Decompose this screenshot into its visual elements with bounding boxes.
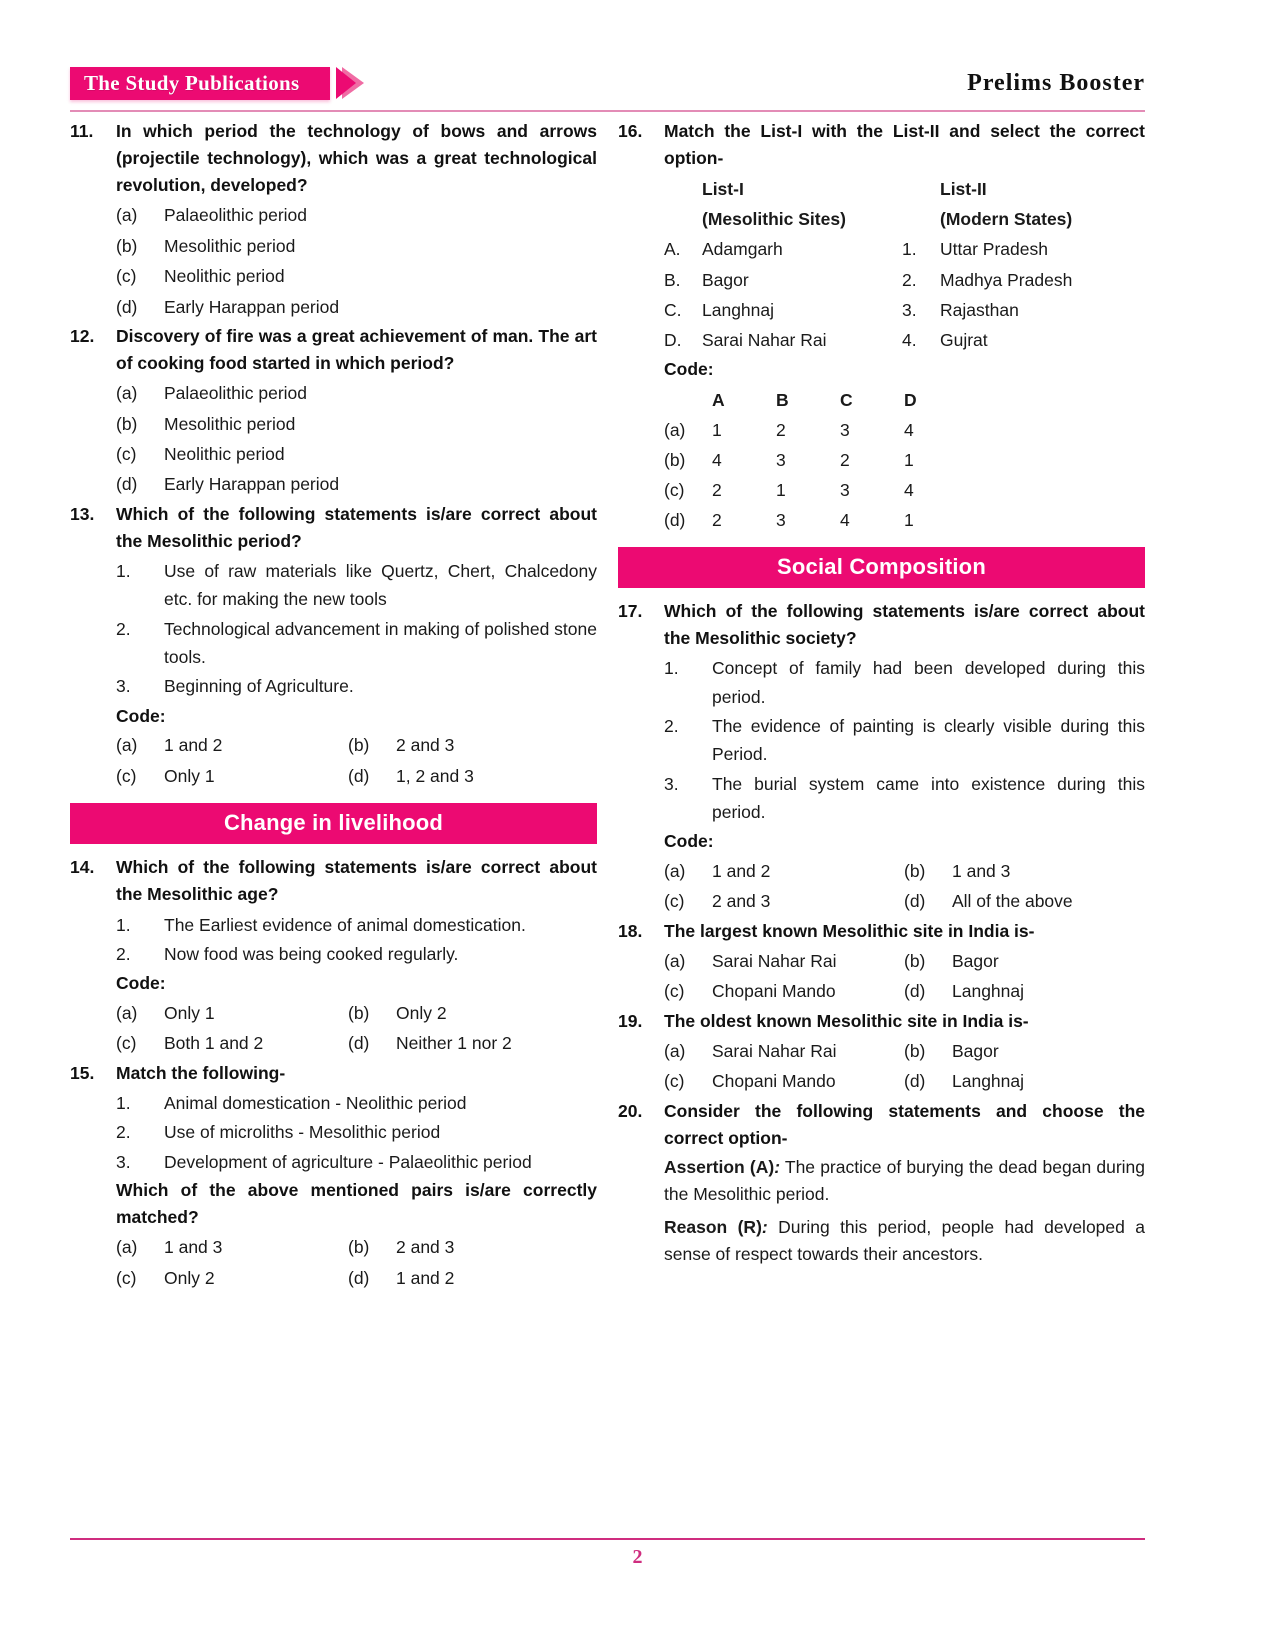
statement-text: Now food was being cooked regularly.: [164, 943, 459, 964]
code-cell-a: 1: [712, 419, 722, 440]
question-12-text: Discovery of fire was a great achievement of man. The art of cooking food started in which period?: [116, 325, 597, 374]
question-16-number: 16.: [618, 121, 643, 141]
question-19-option-a[interactable]: [664, 1037, 904, 1066]
question-15-option-d[interactable]: [348, 1264, 580, 1293]
list-item-value: Langhnaj: [702, 299, 775, 320]
question-13-options-row-2: [116, 762, 597, 791]
option-value: Neither 1 nor 2: [396, 1033, 512, 1054]
question-19-option-d[interactable]: [904, 1067, 1144, 1096]
statement-text: The evidence of painting is clearly visible during this Period.: [712, 715, 1145, 765]
question-14-statement-2: [116, 940, 597, 968]
footer-divider: [70, 1538, 1145, 1540]
question-18-option-d[interactable]: [904, 977, 1144, 1006]
question-11-option-b[interactable]: [116, 232, 597, 261]
question-12-option-c[interactable]: [116, 440, 597, 469]
option-value: Neolithic period: [164, 266, 285, 287]
option-value: Mesolithic period: [164, 235, 296, 256]
question-19: [618, 1008, 1145, 1035]
statement-text: Development of agriculture - Palaeolithic period: [164, 1151, 532, 1172]
code-row-key: (c): [664, 479, 685, 500]
question-14-option-d[interactable]: [348, 1029, 580, 1058]
list-1-item-b: [664, 265, 892, 295]
option-key: (c): [116, 765, 137, 786]
reason-label: Reason (R): [664, 1217, 762, 1238]
option-value: Langhnaj: [952, 981, 1025, 1002]
question-17-statement-2: [664, 712, 1145, 769]
option-key: (d): [348, 765, 370, 786]
statement-text: Use of raw materials like Quertz, Chert, Chalcedony etc. for making the new tools: [164, 561, 597, 610]
question-16-list-titles: [664, 174, 1145, 204]
list-item-key: 1.: [902, 239, 917, 260]
option-value: 1, 2 and 3: [396, 765, 474, 786]
option-key: (d): [904, 981, 926, 1002]
option-key: (a): [664, 861, 686, 882]
left-column: [70, 118, 597, 1294]
code-row-key: (a): [664, 419, 686, 440]
code-cell-a: 2: [712, 509, 722, 530]
option-key: (d): [116, 296, 138, 317]
list-item-value: Sarai Nahar Rai: [702, 329, 827, 350]
code-cell-a: 4: [712, 449, 722, 470]
code-cell-b: 2: [776, 419, 786, 440]
statement-text: Technological advancement in making of polished stone tools.: [164, 618, 597, 668]
option-value: Chopani Mando: [712, 981, 836, 1002]
option-value: 2 and 3: [396, 1237, 455, 1258]
code-table-header-row: [664, 385, 968, 415]
option-value: Sarai Nahar Rai: [712, 1040, 837, 1061]
option-key: (a): [664, 1040, 686, 1061]
option-value: Mesolithic period: [164, 413, 296, 434]
question-12: [70, 323, 597, 377]
question-14-text: Which of the following statements is/are correct about the Mesolithic age?: [116, 857, 597, 905]
question-15-options-row-1: [116, 1233, 597, 1262]
question-15-text: Match the following-: [116, 1062, 286, 1083]
option-key: (d): [904, 1071, 926, 1092]
question-15-number: 15.: [70, 1062, 95, 1083]
option-value: Neolithic period: [164, 443, 285, 464]
code-cell-d: 4: [904, 419, 914, 440]
reason-colon: :: [761, 1217, 768, 1238]
publisher-logo-text: The Study Publications: [84, 71, 300, 95]
question-16-code-label: Code:: [664, 358, 714, 379]
list-2-title: List-II: [940, 179, 987, 200]
question-16-match-row: [664, 295, 1145, 325]
question-12-option-a[interactable]: [116, 379, 597, 408]
question-14-options-row-1: [116, 999, 597, 1028]
statement-text: The Earliest evidence of animal domestication.: [164, 914, 526, 935]
question-16-match-row: [664, 234, 1145, 264]
question-12-number: 12.: [70, 325, 95, 346]
statement-number: 3.: [116, 1151, 131, 1172]
question-15-option-c[interactable]: [116, 1264, 348, 1293]
statement-number: 1.: [664, 658, 679, 679]
list-2-item-2: [892, 265, 1145, 295]
option-value: Langhnaj: [952, 1071, 1025, 1092]
code-table-col-b: B: [776, 389, 789, 410]
question-19-option-c[interactable]: [664, 1067, 904, 1096]
page-number: 2: [632, 1546, 643, 1568]
list-2-subtitle: (Modern States): [940, 209, 1073, 230]
question-11-option-a[interactable]: [116, 201, 597, 230]
statement-number: 1.: [116, 914, 131, 935]
option-value: Bagor: [952, 1040, 999, 1061]
list-item-value: Bagor: [702, 269, 749, 290]
option-key: (a): [664, 951, 686, 971]
question-14-option-a[interactable]: [116, 999, 348, 1028]
code-table-col-c: C: [840, 389, 853, 410]
option-value: Sarai Nahar Rai: [712, 951, 837, 971]
statement-number: 3.: [116, 676, 131, 697]
question-13-option-b[interactable]: [348, 731, 580, 760]
option-key: (a): [116, 1002, 138, 1023]
question-15-options-row-2: [116, 1264, 597, 1293]
question-13-statement-2: [116, 615, 597, 672]
list-item-key: 2.: [902, 269, 917, 290]
logo-arrow-icon: [336, 67, 356, 99]
question-18: [618, 918, 1145, 945]
question-15-statement-3: [116, 1148, 597, 1176]
code-cell-d: 1: [904, 509, 914, 530]
question-16-text: Match the List-I with the List-II and select the correct option-: [664, 121, 1145, 169]
question-15-option-a[interactable]: [116, 1233, 348, 1262]
statement-text: Concept of family had been developed during this period.: [712, 658, 1145, 707]
question-14-option-c[interactable]: [116, 1029, 348, 1058]
option-key: (a): [116, 383, 138, 404]
statement-number: 2.: [116, 1122, 131, 1143]
code-cell-d: 4: [904, 479, 914, 500]
option-key: (c): [116, 1267, 137, 1288]
question-15-option-b[interactable]: [348, 1233, 580, 1262]
list-item-value: Uttar Pradesh: [940, 239, 1048, 260]
question-12-option-d[interactable]: [116, 470, 597, 499]
option-value: 1 and 2: [712, 861, 771, 882]
question-14: [70, 854, 597, 908]
question-13: [70, 501, 597, 555]
option-key: (b): [904, 1040, 926, 1061]
list-item-value: Adamgarh: [702, 239, 783, 260]
question-18-number: 18.: [618, 920, 643, 941]
question-11-option-d[interactable]: [116, 293, 597, 322]
option-key: (c): [664, 1071, 685, 1092]
question-14-code-label: Code:: [116, 973, 166, 994]
question-20: [618, 1098, 1145, 1152]
question-13-number: 13.: [70, 503, 95, 524]
option-value: 1 and 2: [164, 735, 223, 756]
statement-number: 2.: [664, 715, 679, 736]
code-cell-d: 1: [904, 449, 914, 470]
option-value: 2 and 3: [396, 735, 455, 756]
option-value: Palaeolithic period: [164, 205, 308, 226]
option-key: (a): [116, 735, 138, 756]
option-value: Chopani Mando: [712, 1071, 836, 1092]
question-18-option-b[interactable]: [904, 947, 1144, 976]
option-key: (b): [116, 235, 138, 256]
question-17-options-row-1: [664, 857, 1145, 886]
question-13-option-c[interactable]: [116, 762, 348, 791]
option-key: (b): [348, 1237, 370, 1258]
assertion-text: The practice of burying the dead began during the Mesolithic period.: [664, 1156, 1146, 1205]
code-row-key: (d): [664, 509, 686, 530]
question-11-number: 11.: [70, 121, 94, 141]
question-17: [618, 598, 1145, 652]
question-15-subquestion: [116, 1177, 597, 1231]
list-1-item-d: [664, 325, 892, 355]
right-column: [618, 118, 1145, 1274]
page-header: [70, 60, 1145, 106]
question-16-match-row: [664, 265, 1145, 295]
question-17-statement-3: [664, 770, 1145, 827]
option-value: 1 and 3: [164, 1237, 223, 1258]
question-12-option-b[interactable]: [116, 410, 597, 439]
code-table-row-b[interactable]: [664, 445, 968, 475]
question-17-option-d[interactable]: [904, 887, 1144, 916]
question-17-options-row-2: [664, 887, 1145, 916]
option-value: Only 2: [396, 1002, 447, 1023]
option-key: (c): [116, 443, 137, 464]
option-value: 2 and 3: [712, 891, 771, 912]
question-13-statement-1: [116, 557, 597, 614]
question-15-subquestion-text: Which of the above mentioned pairs is/are correctly matched?: [116, 1179, 597, 1227]
code-table-row-a[interactable]: [664, 415, 968, 445]
publisher-logo: [70, 67, 330, 100]
question-18-option-a[interactable]: [664, 947, 904, 976]
question-13-statement-3: [116, 672, 597, 700]
question-13-option-a[interactable]: [116, 731, 348, 760]
code-cell-c: 3: [840, 479, 850, 500]
option-key: (c): [664, 891, 685, 912]
statement-number: 1.: [116, 1092, 131, 1113]
list-1-title: List-I: [702, 179, 744, 200]
list-item-key: 4.: [902, 329, 917, 350]
statement-number: 2.: [116, 618, 131, 639]
statement-text: Animal domestication - Neolithic period: [164, 1092, 467, 1113]
option-value: 1 and 3: [952, 861, 1011, 882]
code-cell-c: 2: [840, 449, 850, 470]
option-key: (b): [904, 951, 926, 971]
list-2-item-4: [892, 325, 1145, 355]
statement-text: Use of microliths - Mesolithic period: [164, 1122, 441, 1143]
question-14-option-b[interactable]: [348, 999, 580, 1028]
code-table-corner: [664, 385, 712, 415]
list-1-subtitle: (Mesolithic Sites): [702, 209, 846, 230]
code-row-key: (b): [664, 449, 686, 470]
question-18-options-row-2: [664, 977, 1145, 1006]
option-key: (b): [904, 861, 926, 882]
question-20-reason: [664, 1214, 1145, 1268]
option-value: Only 1: [164, 1002, 215, 1023]
option-key: (a): [116, 1237, 138, 1258]
option-key: (d): [116, 474, 138, 495]
question-17-code-label: Code:: [664, 831, 714, 852]
statement-text: Beginning of Agriculture.: [164, 676, 354, 697]
question-19-option-b[interactable]: [904, 1037, 1144, 1066]
option-key: (b): [116, 413, 138, 434]
assertion-label: Assertion (A): [664, 1156, 775, 1177]
question-13-options-row-1: [116, 731, 597, 760]
question-11: [70, 118, 597, 199]
option-key: (d): [348, 1033, 370, 1054]
list-1-item-a: [664, 234, 892, 264]
list-item-value: Rajasthan: [940, 299, 1019, 320]
list-item-value: Madhya Pradesh: [940, 269, 1073, 290]
question-19-options-row-2: [664, 1067, 1145, 1096]
question-16: [618, 118, 1145, 172]
code-cell-c: 4: [840, 509, 850, 530]
option-key: (b): [348, 1002, 370, 1023]
option-value: Only 2: [164, 1267, 215, 1288]
question-17-statement-1: [664, 654, 1145, 711]
question-20-text: Consider the following statements and choose the correct option-: [664, 1100, 1145, 1148]
assertion-colon: :: [774, 1156, 781, 1177]
statement-text: The burial system came into existence during this period.: [712, 773, 1145, 822]
option-key: (c): [664, 981, 685, 1002]
option-value: Only 1: [164, 765, 215, 786]
question-14-statement-1: [116, 911, 597, 939]
section-header-social-composition: Social Composition: [618, 547, 1145, 588]
question-17-option-c[interactable]: [664, 887, 904, 916]
list-item-key: C.: [664, 299, 682, 320]
option-key: (d): [904, 891, 926, 912]
option-value: All of the above: [952, 891, 1073, 912]
header-divider: [70, 110, 1145, 112]
option-key: (a): [116, 205, 138, 226]
option-value: Early Harappan period: [164, 296, 340, 317]
option-key: (d): [348, 1267, 370, 1288]
statement-number: 3.: [664, 773, 679, 794]
option-value: Palaeolithic period: [164, 383, 308, 404]
question-16-match-row: [664, 325, 1145, 355]
question-11-option-c[interactable]: [116, 262, 597, 291]
option-value: Early Harappan period: [164, 474, 340, 495]
question-15: [70, 1060, 597, 1087]
list-item-key: B.: [664, 269, 681, 290]
list-item-key: 3.: [902, 299, 917, 320]
list-2-item-1: [892, 234, 1145, 264]
code-table-row-d[interactable]: [664, 505, 968, 535]
code-cell-b: 3: [776, 509, 786, 530]
list-item-key: A.: [664, 239, 681, 260]
question-15-statement-2: [116, 1118, 597, 1146]
question-18-text: The largest known Mesolithic site in India is-: [664, 920, 1035, 941]
option-key: (c): [116, 266, 137, 287]
code-cell-b: 1: [776, 479, 786, 500]
section-header-change-in-livelihood: Change in livelihood: [70, 803, 597, 844]
reason-text: During this period, people had developed a sense of respect towards their ancestors.: [664, 1217, 1145, 1265]
question-16-code-table: [664, 385, 968, 535]
option-key: (b): [348, 735, 370, 756]
statement-number: 1.: [116, 561, 131, 581]
question-20-assertion: [664, 1154, 1145, 1208]
list-1-item-c: [664, 295, 892, 325]
question-19-options-row-1: [664, 1037, 1145, 1066]
statement-number: 2.: [116, 943, 131, 964]
question-14-options-row-2: [116, 1029, 597, 1058]
question-11-text: In which period the technology of bows and arrows (projectile technology), which was a great technological revolution, developed?: [116, 121, 597, 196]
book-title: Prelims Booster: [967, 70, 1145, 96]
question-17-number: 17.: [618, 601, 643, 622]
code-cell-a: 2: [712, 479, 722, 500]
list-item-value: Gujrat: [940, 329, 988, 350]
list-item-key: D.: [664, 329, 682, 350]
code-table-row-c[interactable]: [664, 475, 968, 505]
question-13-text: Which of the following statements is/are correct about the Mesolithic period?: [116, 503, 597, 551]
question-19-text: The oldest known Mesolithic site in India is-: [664, 1010, 1029, 1031]
question-19-number: 19.: [618, 1010, 643, 1031]
option-value: Both 1 and 2: [164, 1033, 264, 1054]
question-13-option-d[interactable]: [348, 762, 580, 791]
question-15-statement-1: [116, 1089, 597, 1117]
code-cell-c: 3: [840, 419, 850, 440]
option-value: Bagor: [952, 951, 999, 971]
option-value: 1 and 2: [396, 1267, 455, 1288]
question-17-option-a[interactable]: [664, 857, 904, 886]
code-table-col-d: D: [904, 389, 917, 410]
question-16-list-subtitles: [664, 204, 1145, 234]
option-key: (c): [116, 1033, 137, 1054]
question-13-code-label: Code:: [116, 705, 166, 726]
question-17-text: Which of the following statements is/are correct about the Mesolithic society?: [664, 601, 1145, 649]
question-17-option-b[interactable]: [904, 857, 1144, 886]
question-20-number: 20.: [618, 1100, 643, 1121]
code-table-col-a: A: [712, 389, 725, 410]
list-2-item-3: [892, 295, 1145, 325]
question-18-option-c[interactable]: [664, 977, 904, 1006]
question-18-options-row-1: [664, 947, 1145, 976]
question-14-number: 14.: [70, 857, 95, 878]
code-cell-b: 3: [776, 449, 786, 470]
